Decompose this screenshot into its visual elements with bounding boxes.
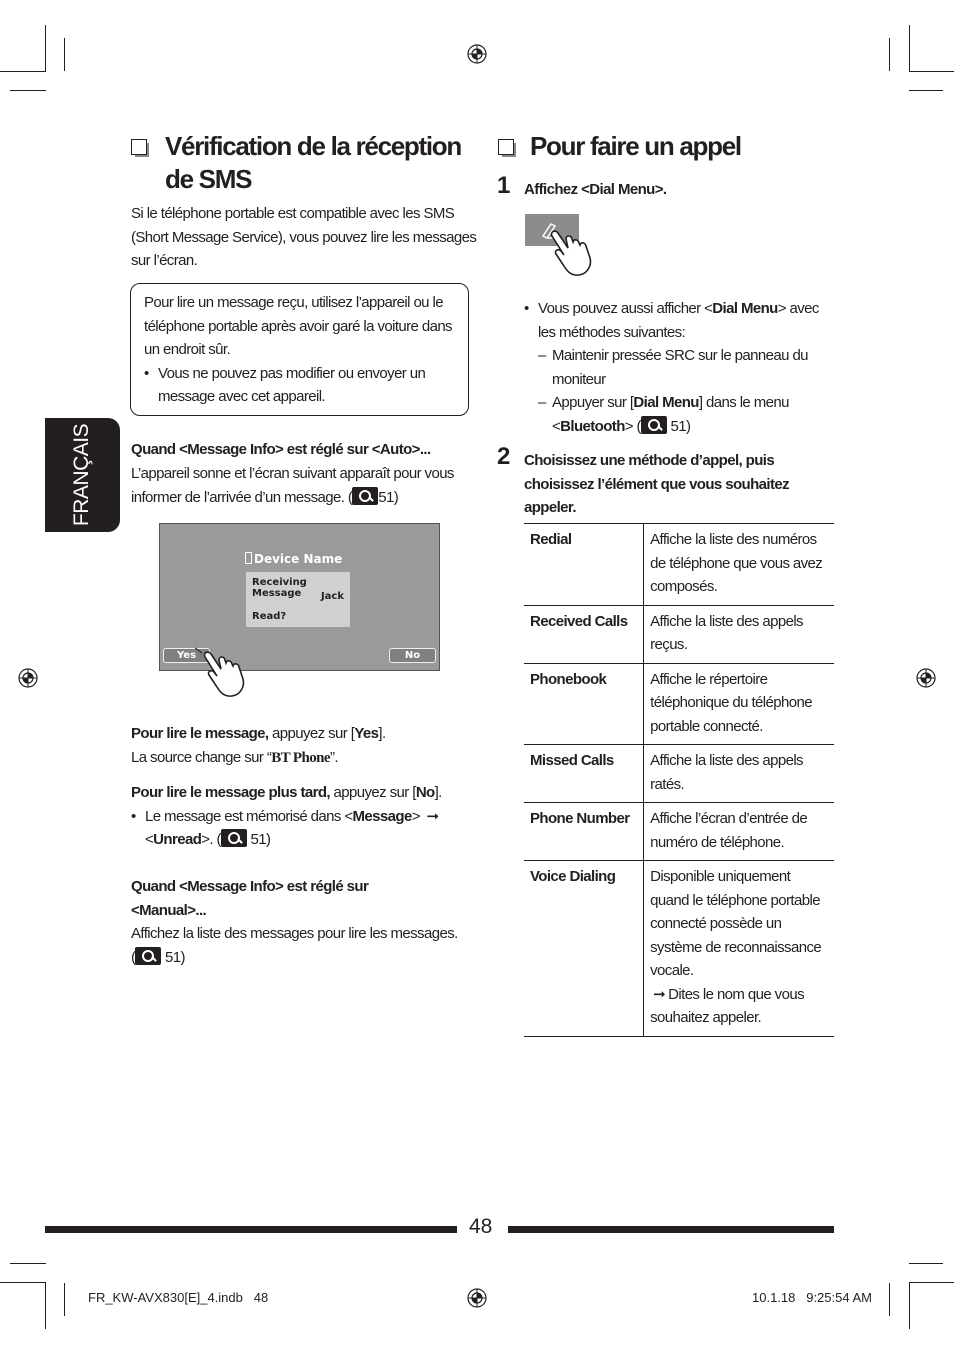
section-square-icon [131,139,147,155]
registration-mark-icon [466,43,488,65]
device-name-label: Device Name [245,552,342,566]
call-method-description: Affiche la liste des appels reçus. [650,612,803,653]
table-row [524,663,834,745]
footer-file-info: FR_KW-AVX830[E]_4.indb 48 [88,1290,269,1305]
section-title-sms: Vérification de la réception de SMS [165,131,461,194]
language-label: FRANÇAIS [70,423,93,527]
call-method-description: Affiche le répertoire téléphonique du téléphone portable connecté. [650,670,812,735]
step-1-text: Affichez <Dial Menu>. [524,181,667,198]
registration-mark-icon [915,667,937,689]
call-method-description: Affiche l’écran d’entrée de numéro de téléphone. [650,810,808,851]
table-row [524,803,834,861]
call-method-name: Voice Dialing [524,861,644,1037]
phone-icon [245,552,252,564]
footer-rule-left [45,1226,457,1233]
manual-text: Affichez la liste des messages pour lire les messages. ( 51) [131,925,458,966]
manual-heading: Quand <Message Info> est réglé sur <Manual>... [131,878,369,919]
page-number: 48 [469,1215,493,1238]
registration-mark-icon [466,1287,488,1309]
pointing-hand-icon [195,645,250,700]
table-row [524,605,834,663]
magnifier-icon [352,487,378,505]
table-row [524,745,834,803]
language-side-tab [45,418,120,532]
arrow-right-icon: ➞ [653,985,666,1003]
caution-text: Pour lire un message reçu, utilisez l’appareil ou le téléphone portable après avoir garé la voiture dans un endroit sûr. • Vous ne pouvez pas modifier ou envoyer un message avec cet appareil. [144,294,452,405]
auto-heading: Quand <Message Info> est réglé sur <Auto>... [131,441,431,458]
footer-rule-right [508,1226,834,1233]
read-now-text: Pour lire le message, appuyez sur [Yes]. La source change sur “BT Phone”. [131,725,386,766]
dial-menu-notes: • Vous pouvez aussi afficher <Dial Menu> avec les méthodes suivantes: – Maintenir pressée SRC sur le panneau du moniteur – Appuyer sur [Dial Menu] dans le menu <Bluetooth> ( 51) [524,300,819,435]
call-method-description: Affiche la liste des appels ratés. [650,752,803,793]
registration-mark-icon [17,667,39,689]
sms-intro: Si le téléphone portable est compatible avec les SMS (Short Message Service), vous pouvez lire les messages sur l’écran. [131,205,477,269]
call-method-description: Affiche la liste des numéros de téléphone que vous avez composés. [650,531,823,595]
table-row [524,524,834,606]
step-1-number: 1 [497,172,511,199]
section-title-call: Pour faire un appel [530,131,741,161]
auto-text: L’appareil sonne et l’écran suivant apparaît pour vous informer de l’arrivée d’un message. ( 51) [131,465,454,506]
no-button[interactable]: No [389,648,436,663]
call-method-description: Disponible uniquement quand le téléphone portable connecté possède un système de reconnaissance vocale. ➞ Dites le nom que vous souhaitez appeler. [650,868,822,1026]
magnifier-icon [135,947,161,965]
magnifier-icon [641,416,667,434]
yes-button[interactable]: Yes [163,648,210,663]
table-row [524,861,834,1037]
call-method-name: Redial [524,524,644,606]
call-method-name: Received Calls [524,605,644,663]
call-method-name: Phone Number [524,803,644,861]
step-2-text: Choisissez une méthode d’appel, puis choisissez l’élément que vous souhaitez appeler. [524,452,790,516]
arrow-right-icon: ➞ [426,807,439,825]
magnifier-icon [221,829,247,847]
message-popup: Receiving Message Jack Read? [246,572,350,627]
read-later-text: Pour lire le message plus tard, appuyez sur [No]. • Le message est mémorisé dans <Message> ➞ <Unread>. ( 51) [131,784,442,848]
call-methods-table [524,523,834,1037]
step-2-number: 2 [497,443,511,470]
call-method-name: Missed Calls [524,745,644,803]
footer-timestamp: 10.1.18 9:25:54 AM [752,1290,872,1305]
section-square-icon [498,139,514,155]
pointing-hand-icon [542,224,597,279]
call-method-name: Phonebook [524,663,644,745]
